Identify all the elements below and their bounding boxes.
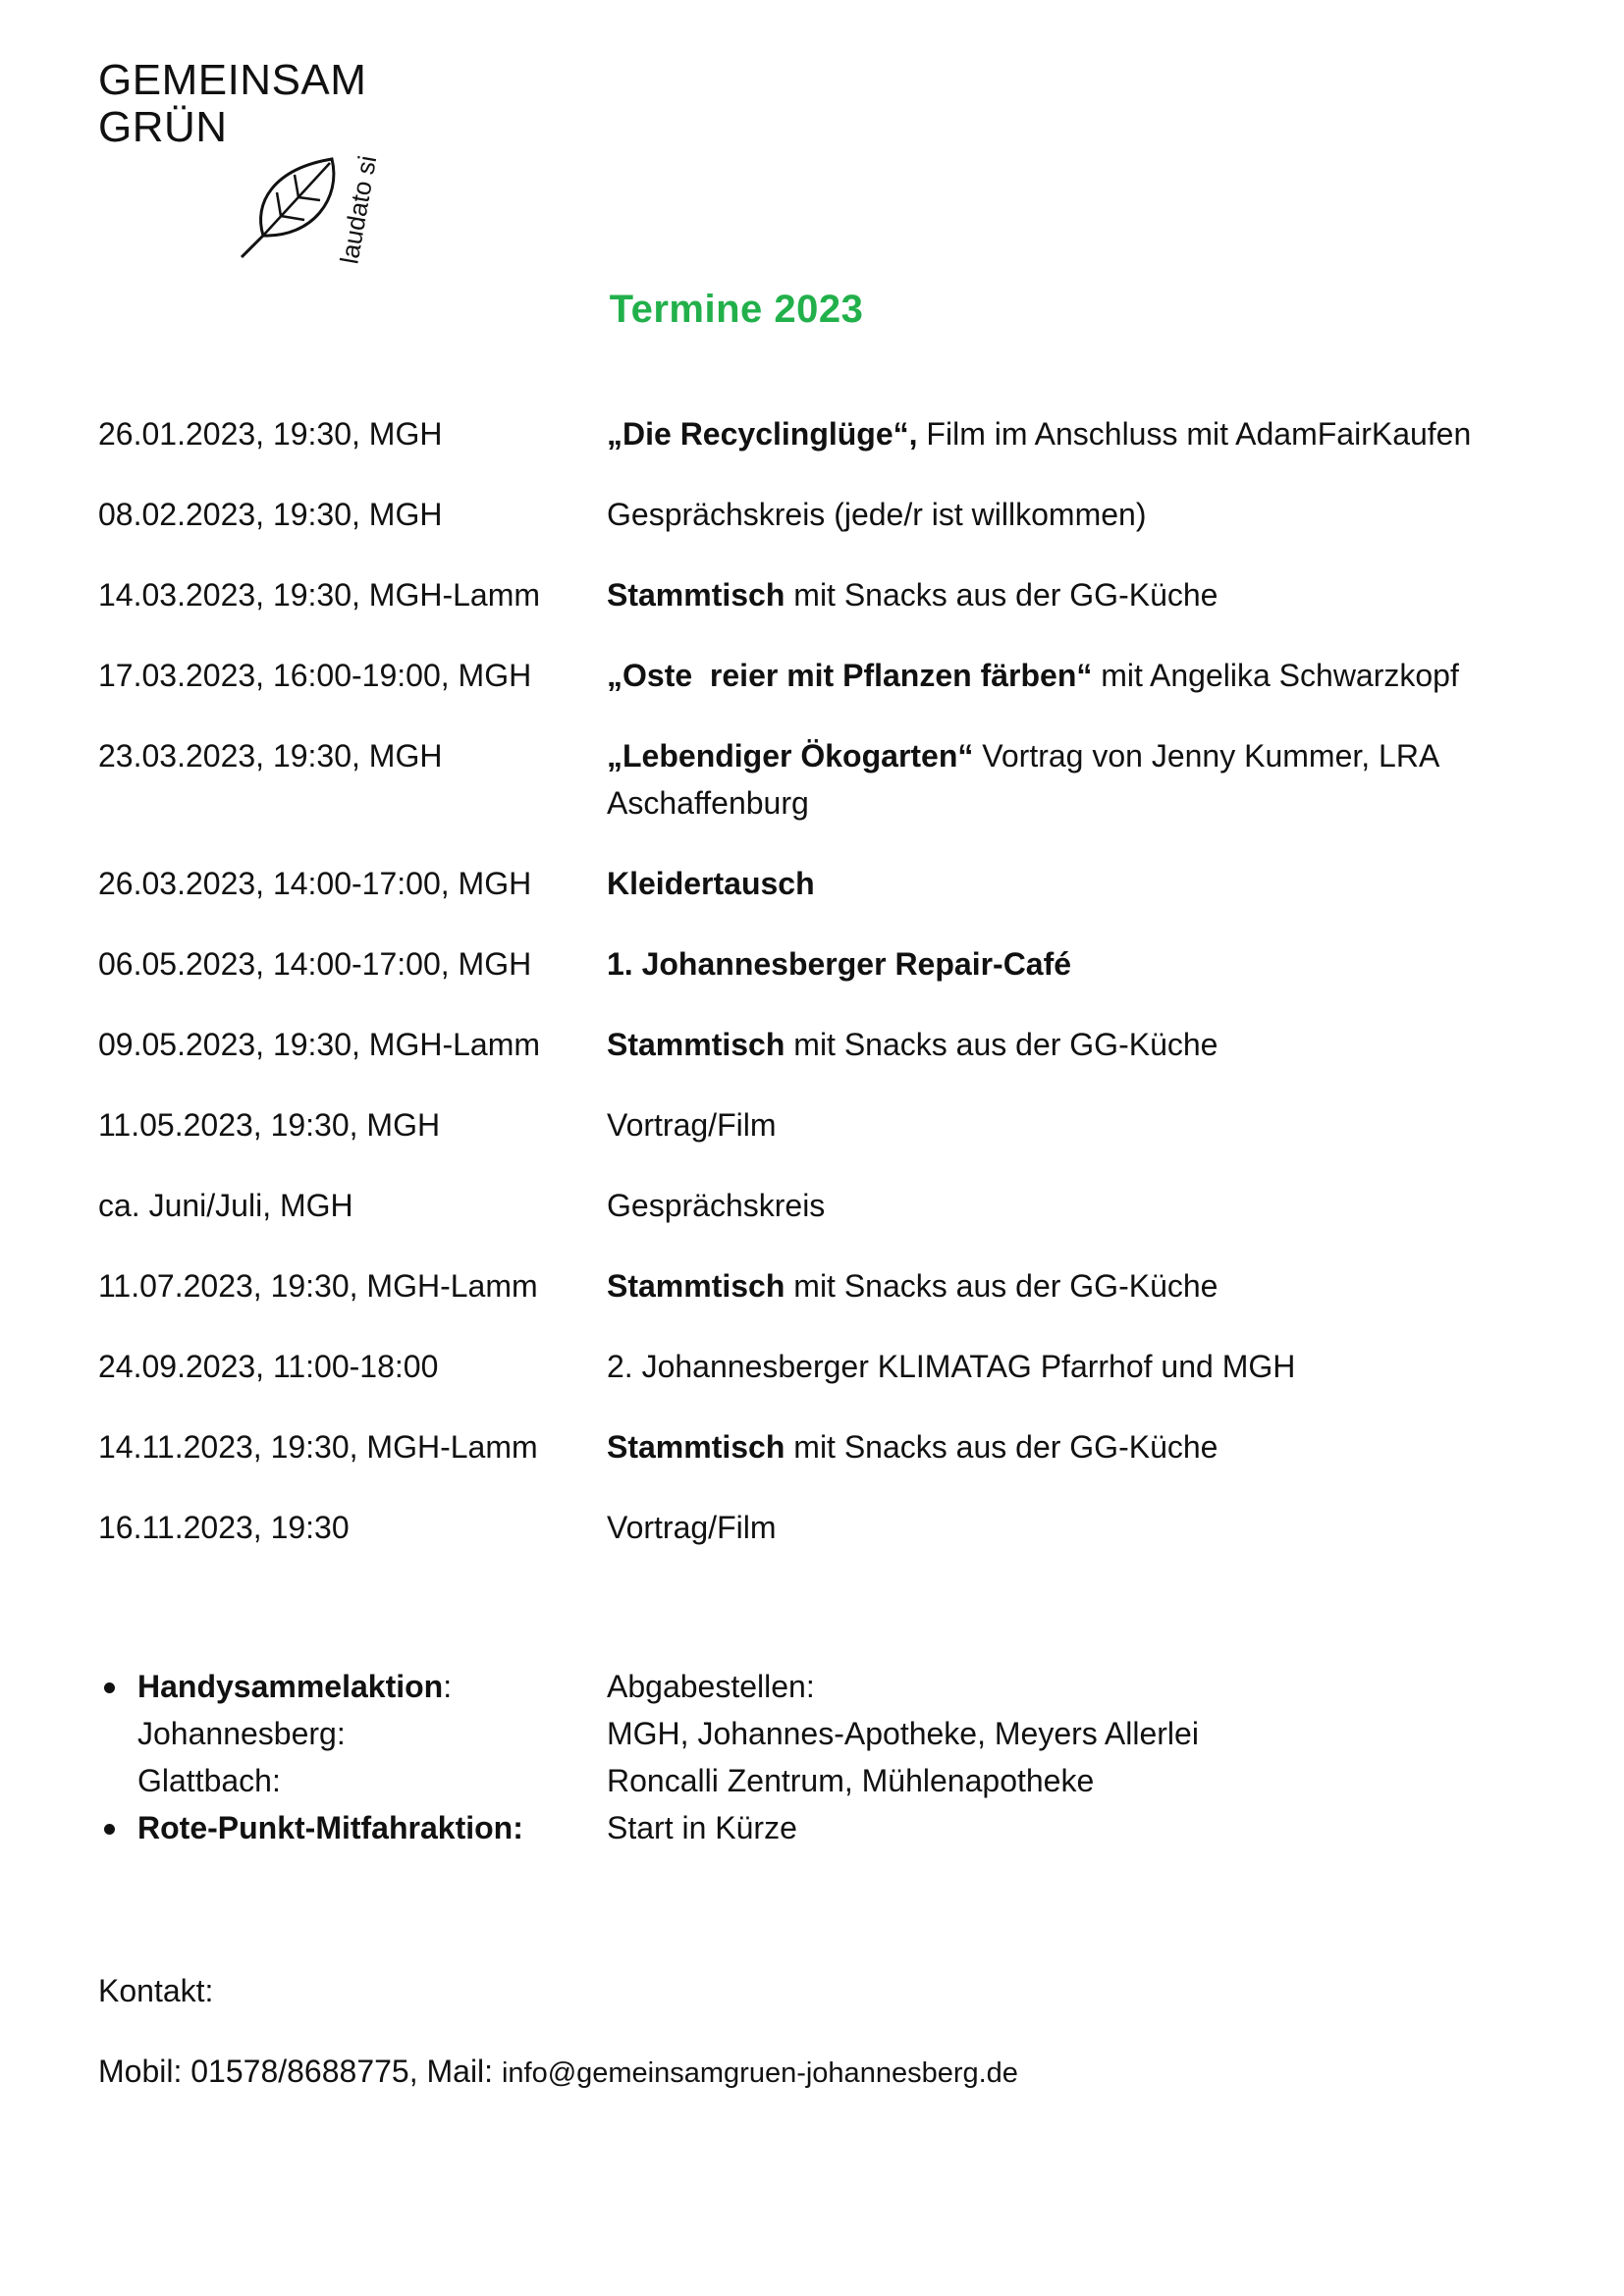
event-row [98,1182,1522,1229]
event-date: 26.01.2023, 19:30, MGH [98,416,443,452]
logo-tagline: laudato si [334,153,383,267]
event-description [607,491,1522,538]
event-details: mit Snacks aus der GG-Küche [785,1027,1218,1062]
action-johannesberg [98,1710,1522,1757]
contact-line [98,2048,1018,2097]
event-details: Gesprächskreis [607,1188,826,1223]
bullet-icon [104,1682,115,1693]
event-row [98,1504,1522,1551]
action-handy-colon: : [443,1669,453,1704]
event-date: 06.05.2023, 14:00-17:00, MGH [98,946,532,982]
event-date: 24.09.2023, 11:00-18:00 [98,1349,439,1384]
event-date: 17.03.2023, 16:00-19:00, MGH [98,658,532,693]
event-title: „Lebendiger Ökogarten“ [607,738,974,774]
event-row [98,491,1522,538]
event-details: mit Angelika Schwarzkopf [1092,658,1459,693]
event-details: Gesprächskreis (jede/r ist willkommen) [607,497,1147,532]
event-details: mit Snacks aus der GG-Küche [785,1268,1218,1304]
actions-section [98,1663,1522,1851]
event-date: ca. Juni/Juli, MGH [98,1188,353,1223]
event-row [98,940,1522,988]
action-johannesberg-label: Johannesberg: [137,1716,346,1751]
event-description [607,652,1522,699]
event-row [98,860,1522,907]
contact-email: info@gemeinsamgruen-johannesberg.de [501,2057,1018,2089]
event-description [607,732,1490,827]
event-date: 11.07.2023, 19:30, MGH-Lamm [98,1268,538,1304]
event-row [98,652,1522,699]
logo [98,55,393,267]
event-row [98,410,1522,457]
event-description [607,571,1522,618]
event-title: „Oste reier mit Pflanzen färben“ [607,658,1093,693]
event-row [98,732,1522,827]
event-description [607,1262,1522,1309]
event-description [607,1182,1522,1229]
event-description [607,1343,1522,1390]
event-details: mit Snacks aus der GG-Küche [785,1429,1218,1465]
event-details: Film im Anschluss mit AdamFairKaufen [917,416,1472,452]
event-details: Vortrag/Film [607,1107,777,1143]
action-handy-value: Abgabestellen: [607,1669,815,1704]
event-row [98,1262,1522,1309]
event-row [98,1423,1522,1470]
bullet-icon [104,1824,115,1835]
event-date: 14.11.2023, 19:30, MGH-Lamm [98,1429,538,1465]
action-johannesberg-value: MGH, Johannes-Apotheke, Meyers Allerlei [607,1716,1199,1751]
event-details: Vortrag von Jenny Kummer, LRA Aschaffenburg [607,738,1438,821]
event-title: 1. Johannesberger Repair-Café [607,946,1072,982]
event-title: „Die Recyclinglüge“, [607,416,918,452]
page-title: Termine 2023 [609,288,864,331]
event-description [607,1504,1522,1551]
event-date: 26.03.2023, 14:00-17:00, MGH [98,866,532,901]
event-details: mit Snacks aus der GG-Küche [785,577,1218,613]
event-details: Vortrag/Film [607,1510,777,1545]
event-description [607,860,1522,907]
events-list [98,410,1522,1584]
event-date: 14.03.2023, 19:30, MGH-Lamm [98,577,541,613]
event-title: Stammtisch [607,1027,785,1062]
logo-text-line2: GRÜN [98,103,228,151]
event-description [607,1423,1522,1470]
event-row [98,1343,1522,1390]
action-glattbach [98,1757,1522,1804]
event-title: Stammtisch [607,577,785,613]
action-handy-label: Handysammelaktion [137,1669,444,1704]
event-description [607,410,1522,457]
contact-phone: Mobil: 01578/8688775, Mail: [98,2054,502,2089]
leaf-icon [234,110,391,267]
action-glattbach-label: Glattbach: [137,1763,281,1798]
event-title: Stammtisch [607,1429,785,1465]
event-date: 09.05.2023, 19:30, MGH-Lamm [98,1027,541,1062]
event-date: 23.03.2023, 19:30, MGH [98,738,443,774]
event-details: 2. Johannesberger KLIMATAG Pfarrhof und MGH [607,1349,1296,1384]
event-title: Kleidertausch [607,866,815,901]
action-rotepunkt-value: Start in Kürze [607,1810,797,1845]
action-rotepunkt-label: Rote-Punkt-Mitfahraktion: [137,1810,523,1845]
action-rotepunkt [98,1804,1522,1851]
event-row [98,1021,1522,1068]
action-handy [98,1663,1522,1710]
event-description [607,1101,1522,1148]
event-description [607,940,1522,988]
event-date: 11.05.2023, 19:30, MGH [98,1107,441,1143]
event-description [607,1021,1522,1068]
logo-text-line1: GEMEINSAM [98,56,367,104]
event-date: 08.02.2023, 19:30, MGH [98,497,443,532]
event-title: Stammtisch [607,1268,785,1304]
event-row [98,571,1522,618]
event-row [98,1101,1522,1148]
action-glattbach-value: Roncalli Zentrum, Mühlenapotheke [607,1763,1095,1798]
event-date: 16.11.2023, 19:30 [98,1510,350,1545]
contact-heading: Kontakt: [98,1973,214,2008]
